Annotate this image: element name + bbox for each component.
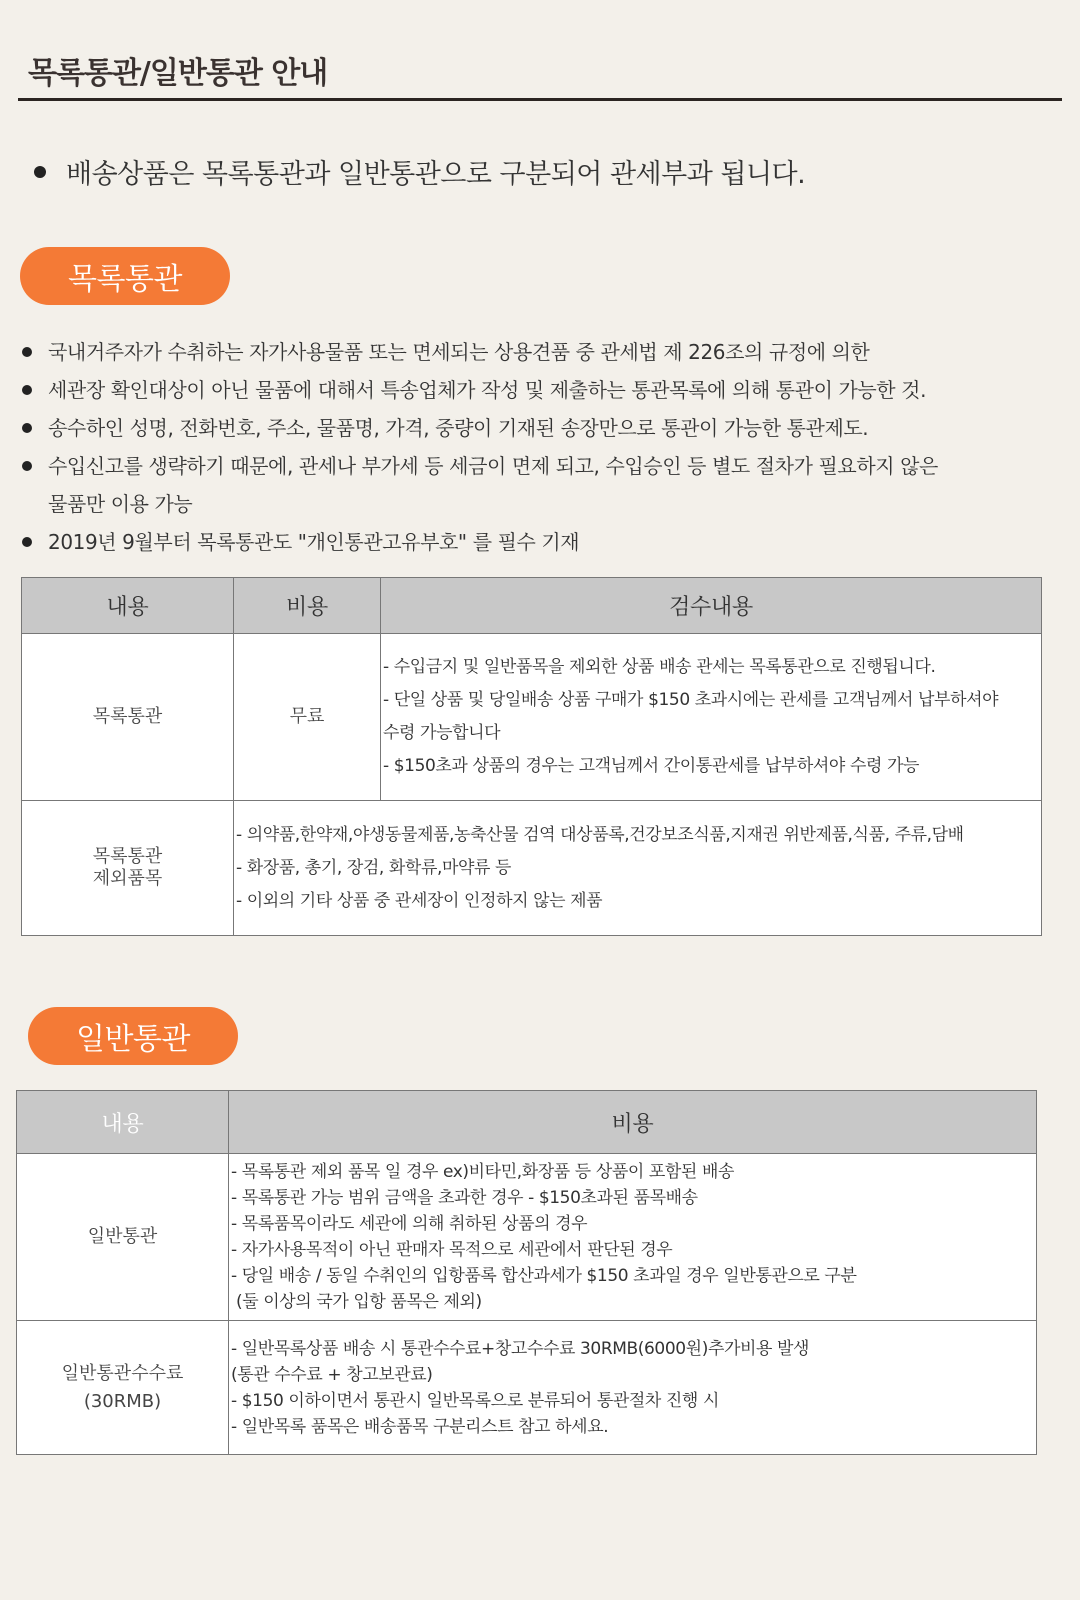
cell-line: - 의약품,한약재,야생동물제품,농축산물 검역 대상품록,건강보조식품,지재권 위반제품,식품, 주류,담배	[236, 824, 964, 845]
cost-cell: 무료	[234, 634, 381, 801]
table-row	[22, 634, 1042, 801]
cell-line: - 목록통관 가능 범위 금액을 초과한 경우 - $150초과된 품목배송	[231, 1188, 698, 1208]
bullet-text: 국내거주자가 수취하는 자가사용물품 또는 면세되는 상용견품 중 관세법 제 226조의 규정에 의한	[48, 340, 870, 364]
general-clearance-table	[16, 1090, 1037, 1455]
title-divider	[18, 98, 1062, 101]
cell-line: - 화장품, 총기, 장검, 화학류,마약류 등	[236, 857, 512, 878]
table-header-row	[22, 578, 1042, 634]
inspection-cell	[381, 634, 1042, 801]
cell-line: - 일반목록 품목은 배송품목 구분리스트 참고 하세요.	[231, 1416, 609, 1437]
intro-line	[34, 152, 805, 191]
cell-line: - $150초과 상품의 경우는 고객님께서 간이통관세를 납부하셔야 수령 가능	[383, 756, 920, 776]
bullet-text: 송수하인 성명, 전화번호, 주소, 물품명, 가격, 중량이 기재된 송장만으로 통관이 가능한 통관제도.	[48, 416, 869, 440]
cost-cell	[229, 1154, 1037, 1321]
column-header: 검수내용	[381, 578, 1042, 634]
cell-line: - 목록품목이라도 세관에 의해 취하된 상품의 경우	[231, 1214, 588, 1234]
fee-cell	[229, 1321, 1037, 1455]
column-header: 비용	[229, 1091, 1037, 1154]
list-item	[22, 523, 1042, 561]
table-row	[22, 801, 1042, 936]
bullet-text: 물품만 이용 가능	[48, 492, 193, 516]
bullet-icon	[22, 537, 32, 547]
bullet-icon	[22, 347, 32, 357]
excluded-items-cell	[234, 801, 1042, 936]
column-header: 내용	[17, 1091, 229, 1154]
bullet-icon	[22, 385, 32, 395]
row-label: 일반통관	[17, 1154, 229, 1321]
cell-line: (통관 수수료 + 창고보관료)	[231, 1364, 433, 1385]
row-label	[17, 1321, 229, 1455]
list-clearance-bullets	[22, 333, 1042, 561]
cell-line: - $150 이하이면서 통관시 일반목록으로 분류되어 통관절차 진행 시	[231, 1390, 719, 1411]
label-line: 일반통관수수료	[61, 1362, 184, 1384]
table-header-row	[17, 1091, 1037, 1154]
label-line: 목록통관	[92, 846, 163, 867]
table-row	[17, 1321, 1037, 1455]
bullet-icon	[22, 461, 32, 471]
bullet-icon	[22, 423, 32, 433]
column-header: 비용	[234, 578, 381, 634]
row-label: 목록통관	[22, 634, 234, 801]
label-line: 제외품목	[92, 868, 163, 889]
label-line: (30RMB)	[83, 1390, 162, 1412]
list-item	[22, 371, 1042, 409]
bullet-text: 2019년 9월부터 목록통관도 "개인통관고유부호" 를 필수 기재	[48, 530, 580, 554]
cell-line: 수령 가능합니다	[383, 723, 501, 743]
cell-line: - 일반목록상품 배송 시 통관수수료+창고수수료 30RMB(6000원)추가비용 발생	[231, 1338, 810, 1359]
column-header: 내용	[22, 578, 234, 634]
cell-line: - 이외의 기타 상품 중 관세장이 인정하지 않는 제품	[236, 890, 603, 911]
list-item-continuation	[22, 485, 1042, 523]
table-row	[17, 1154, 1037, 1321]
cell-line: (둘 이상의 국가 입항 품목은 제외)	[231, 1292, 482, 1312]
cell-line: - 당일 배송 / 동일 수취인의 입항품록 합산과세가 $150 초과일 경우 일반통관으로 구분	[231, 1266, 857, 1286]
section-badge-list-clearance: 목록통관	[20, 247, 230, 305]
bullet-text: 세관장 확인대상이 아닌 물품에 대해서 특송업체가 작성 및 제출하는 통관목록에 의해 통관이 가능한 것.	[48, 378, 927, 402]
cell-line: - 단일 상품 및 당일배송 상품 구매가 $150 초과시에는 관세를 고객님께서 납부하셔야	[383, 690, 999, 710]
intro-text: 배송상품은 목록통관과 일반통관으로 구분되어 관세부과 됩니다.	[66, 159, 806, 190]
cell-line: - 수입금지 및 일반품목을 제외한 상품 배송 관세는 목록통관으로 진행됩니다.	[383, 657, 936, 677]
bullet-icon	[34, 166, 46, 178]
section-badge-general-clearance: 일반통관	[28, 1007, 238, 1065]
list-clearance-table	[21, 577, 1042, 936]
list-item	[22, 447, 1042, 485]
bullet-text: 수입신고를 생략하기 때문에, 관세나 부가세 등 세금이 면제 되고, 수입승인 등 별도 절차가 필요하지 않은	[48, 454, 938, 478]
page-title: 목록통관/일반통관 안내	[28, 56, 328, 91]
list-item	[22, 333, 1042, 371]
cell-line: - 자가사용목적이 아닌 판매자 목적으로 세관에서 판단된 경우	[231, 1240, 673, 1260]
list-item	[22, 409, 1042, 447]
cell-line: - 목록통관 제외 품목 일 경우 ex)비타민,화장품 등 상품이 포함된 배송	[231, 1162, 735, 1182]
row-label	[22, 801, 234, 936]
